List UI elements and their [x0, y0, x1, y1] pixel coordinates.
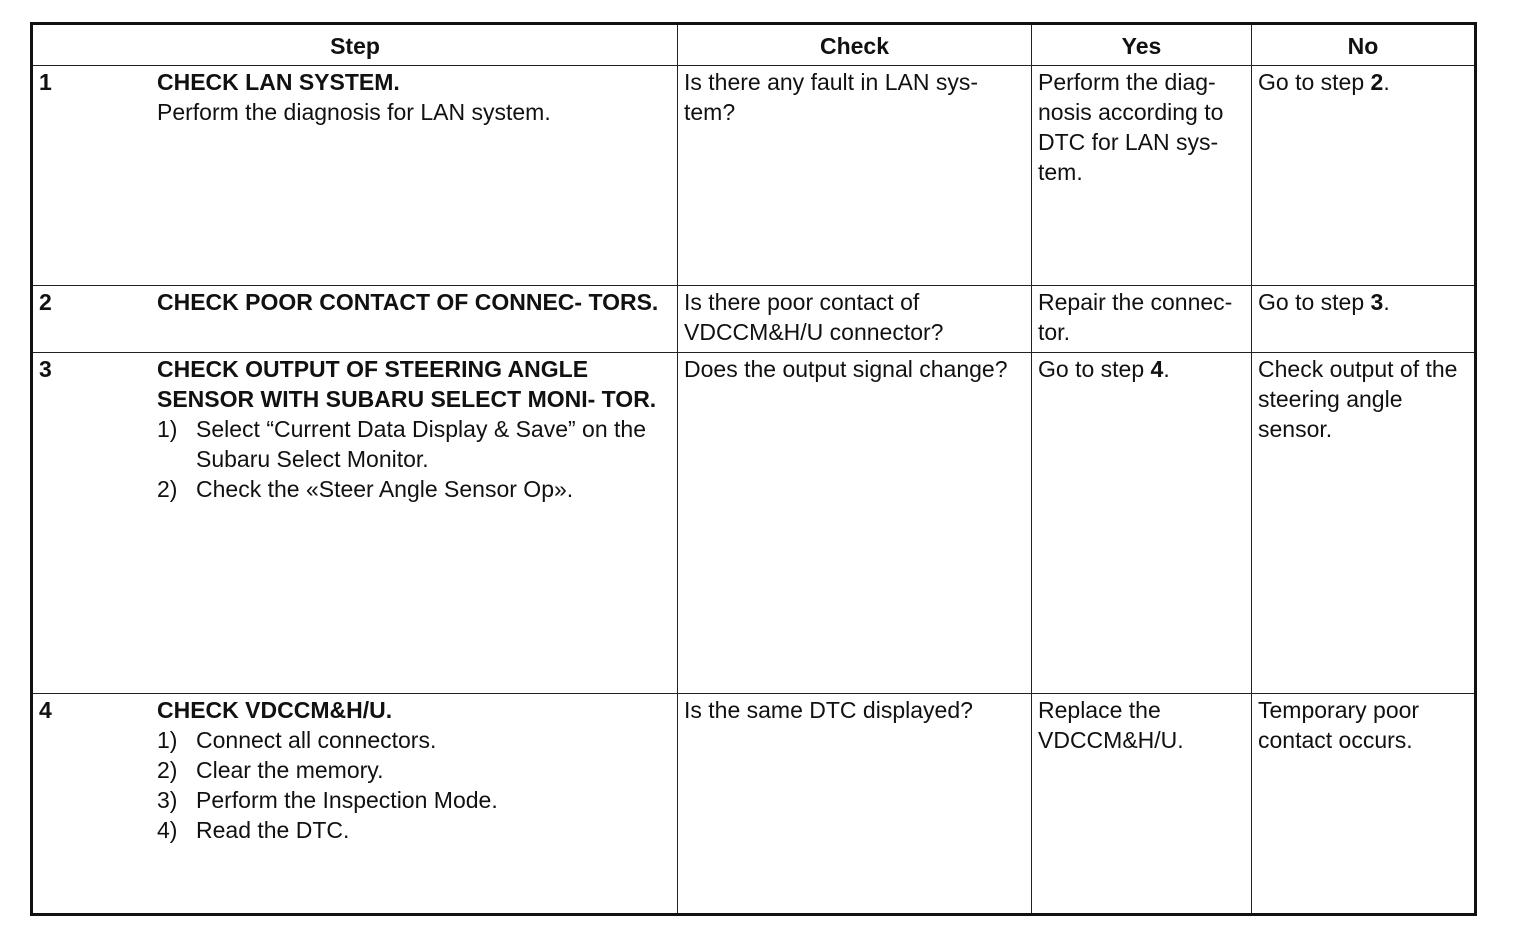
- substep-text: Read the DTC.: [196, 817, 350, 843]
- yes-cell: [1032, 286, 1252, 353]
- step-description: Perform the diagnosis for LAN system.: [157, 99, 551, 125]
- step-title: CHECK POOR CONTACT OF CONNEC- TORS.: [157, 289, 659, 315]
- substep-text: Perform the Inspection Mode.: [196, 787, 498, 813]
- yes-step-ref: 4: [1150, 356, 1164, 382]
- substep-text: Select “Current Data Display & Save” on the Subaru Select Monitor.: [196, 416, 646, 472]
- table-row: [32, 353, 1476, 694]
- table-header-row: [32, 24, 1476, 66]
- substep-number: 3): [157, 787, 178, 813]
- step-title: CHECK LAN SYSTEM.: [157, 69, 400, 95]
- substep-text: Connect all connectors.: [196, 727, 437, 753]
- step-cell: [32, 694, 678, 915]
- step-title: CHECK OUTPUT OF STEERING ANGLE SENSOR WITH SUBARU SELECT MONI- TOR.: [157, 356, 657, 412]
- check-text: Is there poor contact of VDCCM&H/U connector?: [684, 289, 944, 345]
- check-text: Is the same DTC displayed?: [684, 697, 973, 723]
- substep: [157, 815, 671, 845]
- substep: [157, 414, 671, 474]
- step-number: 3: [39, 356, 52, 382]
- header-step: Step: [32, 24, 678, 66]
- yes-prefix: Go to step: [1038, 356, 1151, 382]
- substep-number: 2): [157, 757, 178, 783]
- check-cell: [678, 353, 1032, 694]
- no-text: [1252, 286, 1474, 317]
- yes-cell: [1032, 694, 1252, 915]
- substep-number: 1): [157, 416, 178, 442]
- header-yes: Yes: [1032, 24, 1252, 66]
- no-prefix: Go to step: [1258, 289, 1371, 315]
- substep: [157, 785, 671, 815]
- yes-suffix: .: [1163, 356, 1170, 382]
- table-row: [32, 66, 1476, 286]
- substep-text: Clear the memory.: [196, 757, 384, 783]
- step-number: 1: [39, 69, 52, 95]
- table-row: [32, 694, 1476, 915]
- no-prefix: Go to step: [1258, 69, 1371, 95]
- no-step-ref: 2: [1370, 69, 1384, 95]
- table-row: [32, 286, 1476, 353]
- no-cell: [1252, 694, 1476, 915]
- yes-text: Perform the diag- nosis according to DTC for LAN sys- tem.: [1038, 69, 1224, 185]
- no-cell: [1252, 353, 1476, 694]
- substep-number: 2): [157, 476, 178, 502]
- no-cell: [1252, 286, 1476, 353]
- yes-text: Replace the VDCCM&H/U.: [1038, 697, 1184, 753]
- check-text: Is there any fault in LAN sys- tem?: [684, 69, 979, 125]
- check-cell: [678, 66, 1032, 286]
- step-cell: [32, 286, 678, 353]
- yes-cell: [1032, 353, 1252, 694]
- no-suffix: .: [1383, 289, 1390, 315]
- check-cell: [678, 694, 1032, 915]
- substep: [157, 474, 671, 504]
- no-text: Check output of the steering angle sensor.: [1258, 356, 1458, 442]
- header-no: No: [1252, 24, 1476, 66]
- step-number: 4: [39, 697, 52, 723]
- substep: [157, 755, 671, 785]
- check-cell: [678, 286, 1032, 353]
- step-number: 2: [39, 289, 52, 315]
- no-text: [1252, 66, 1474, 97]
- header-check: Check: [678, 24, 1032, 66]
- yes-cell: [1032, 66, 1252, 286]
- step-cell: [32, 66, 678, 286]
- no-text: Temporary poor contact occurs.: [1258, 697, 1420, 753]
- substep: [157, 725, 671, 755]
- no-step-ref: 3: [1370, 289, 1384, 315]
- no-cell: [1252, 66, 1476, 286]
- diagnostic-table: [30, 22, 1477, 916]
- yes-text: [1032, 353, 1251, 384]
- step-cell: [32, 353, 678, 694]
- no-suffix: .: [1383, 69, 1390, 95]
- step-title: CHECK VDCCM&H/U.: [157, 697, 393, 723]
- yes-text: Repair the connec- tor.: [1038, 289, 1233, 345]
- substep-text: Check the «Steer Angle Sensor Op».: [196, 476, 574, 502]
- substep-number: 1): [157, 727, 178, 753]
- check-text: Does the output signal change?: [684, 356, 1008, 382]
- substep-number: 4): [157, 817, 178, 843]
